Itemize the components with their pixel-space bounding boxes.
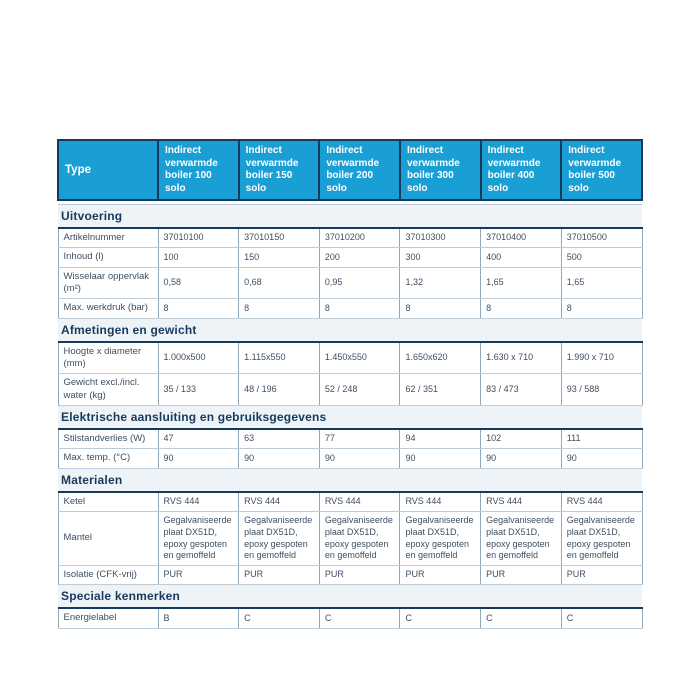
cell: C	[400, 608, 481, 628]
cell: 90	[239, 449, 320, 468]
table-row	[58, 299, 642, 318]
cell: RVS 444	[561, 492, 642, 512]
cell: B	[158, 608, 239, 628]
column-header: Indirect verwarmde boiler 150 solo	[239, 140, 320, 200]
cell: C	[481, 608, 562, 628]
cell: Gegalvaniseerde plaat DX51D, epoxy gespoten en gemoffeld	[158, 512, 239, 566]
cell: 63	[239, 429, 320, 449]
cell: Gegalvaniseerde plaat DX51D, epoxy gespoten en gemoffeld	[561, 512, 642, 566]
cell: 8	[239, 299, 320, 318]
cell: 47	[158, 429, 239, 449]
cell: 8	[481, 299, 562, 318]
cell: PUR	[561, 565, 642, 584]
section-row	[58, 318, 642, 342]
cell: 90	[319, 449, 400, 468]
row-label: Ketel	[58, 492, 158, 512]
cell: RVS 444	[481, 492, 562, 512]
cell: 150	[239, 248, 320, 267]
cell: 8	[400, 299, 481, 318]
cell: C	[319, 608, 400, 628]
column-header: Indirect verwarmde boiler 400 solo	[481, 140, 562, 200]
cell: 1.115x550	[239, 342, 320, 374]
table-row	[58, 342, 642, 374]
table-row	[58, 512, 642, 566]
cell: 83 / 473	[481, 374, 562, 406]
table-row	[58, 608, 642, 628]
cell: 300	[400, 248, 481, 267]
cell: 90	[400, 449, 481, 468]
cell: 93 / 588	[561, 374, 642, 406]
section-row	[58, 468, 642, 492]
cell: 77	[319, 429, 400, 449]
row-label: Stilstandverlies (W)	[58, 429, 158, 449]
cell: Gegalvaniseerde plaat DX51D, epoxy gespoten en gemoffeld	[481, 512, 562, 566]
cell: 111	[561, 429, 642, 449]
table-body	[58, 200, 642, 628]
cell: 90	[561, 449, 642, 468]
row-label: Mantel	[58, 512, 158, 566]
table-row	[58, 267, 642, 299]
cell: PUR	[319, 565, 400, 584]
cell: RVS 444	[400, 492, 481, 512]
table-row	[58, 248, 642, 267]
cell: 37010100	[158, 228, 239, 248]
cell: 62 / 351	[400, 374, 481, 406]
table-row	[58, 449, 642, 468]
cell: 48 / 196	[239, 374, 320, 406]
row-label: Wisselaar oppervlak (m²)	[58, 267, 158, 299]
cell: C	[561, 608, 642, 628]
table-row	[58, 565, 642, 584]
cell: 37010200	[319, 228, 400, 248]
cell: 100	[158, 248, 239, 267]
table-head	[58, 140, 642, 200]
cell: 1.450x550	[319, 342, 400, 374]
cell: 0,68	[239, 267, 320, 299]
cell: 1.650x620	[400, 342, 481, 374]
cell: RVS 444	[319, 492, 400, 512]
cell: 1.990 x 710	[561, 342, 642, 374]
header-row	[58, 140, 642, 200]
column-header: Indirect verwarmde boiler 300 solo	[400, 140, 481, 200]
table-row	[58, 429, 642, 449]
section-header: Uitvoering	[58, 205, 642, 229]
type-column-header: Type	[58, 140, 158, 200]
cell: Gegalvaniseerde plaat DX51D, epoxy gespoten en gemoffeld	[239, 512, 320, 566]
cell: 90	[158, 449, 239, 468]
cell: 1,65	[481, 267, 562, 299]
table-row	[58, 374, 642, 406]
cell: 0,95	[319, 267, 400, 299]
table-row	[58, 492, 642, 512]
cell: 37010150	[239, 228, 320, 248]
cell: 500	[561, 248, 642, 267]
cell: 35 / 133	[158, 374, 239, 406]
column-header: Indirect verwarmde boiler 500 solo	[561, 140, 642, 200]
cell: 94	[400, 429, 481, 449]
cell: 1.630 x 710	[481, 342, 562, 374]
cell: PUR	[158, 565, 239, 584]
cell: PUR	[400, 565, 481, 584]
section-header: Speciale kenmerken	[58, 585, 642, 609]
section-header: Afmetingen en gewicht	[58, 318, 642, 342]
row-label: Max. werkdruk (bar)	[58, 299, 158, 318]
cell: 0,58	[158, 267, 239, 299]
cell: 52 / 248	[319, 374, 400, 406]
cell: 1,32	[400, 267, 481, 299]
cell: 1.000x500	[158, 342, 239, 374]
section-row	[58, 406, 642, 430]
section-header: Materialen	[58, 468, 642, 492]
row-label: Hoogte x diameter (mm)	[58, 342, 158, 374]
cell: Gegalvaniseerde plaat DX51D, epoxy gespoten en gemoffeld	[319, 512, 400, 566]
column-header: Indirect verwarmde boiler 100 solo	[158, 140, 239, 200]
column-header: Indirect verwarmde boiler 200 solo	[319, 140, 400, 200]
row-label: Isolatie (CFK-vrij)	[58, 565, 158, 584]
section-row	[58, 585, 642, 609]
row-label: Gewicht excl./incl. water (kg)	[58, 374, 158, 406]
row-label: Max. temp. (°C)	[58, 449, 158, 468]
cell: PUR	[481, 565, 562, 584]
cell: 8	[158, 299, 239, 318]
cell: 400	[481, 248, 562, 267]
row-label: Inhoud (l)	[58, 248, 158, 267]
cell: PUR	[239, 565, 320, 584]
cell: 37010400	[481, 228, 562, 248]
boiler-spec-table	[57, 139, 643, 629]
section-header: Elektrische aansluiting en gebruiksgegevens	[58, 406, 642, 430]
row-label: Energielabel	[58, 608, 158, 628]
cell: 8	[561, 299, 642, 318]
cell: 8	[319, 299, 400, 318]
cell: RVS 444	[158, 492, 239, 512]
cell: C	[239, 608, 320, 628]
table-row	[58, 228, 642, 248]
cell: 37010500	[561, 228, 642, 248]
cell: 102	[481, 429, 562, 449]
cell: 90	[481, 449, 562, 468]
cell: RVS 444	[239, 492, 320, 512]
cell: 200	[319, 248, 400, 267]
cell: 1,65	[561, 267, 642, 299]
section-row	[58, 205, 642, 229]
row-label: Artikelnummer	[58, 228, 158, 248]
cell: 37010300	[400, 228, 481, 248]
cell: Gegalvaniseerde plaat DX51D, epoxy gespoten en gemoffeld	[400, 512, 481, 566]
